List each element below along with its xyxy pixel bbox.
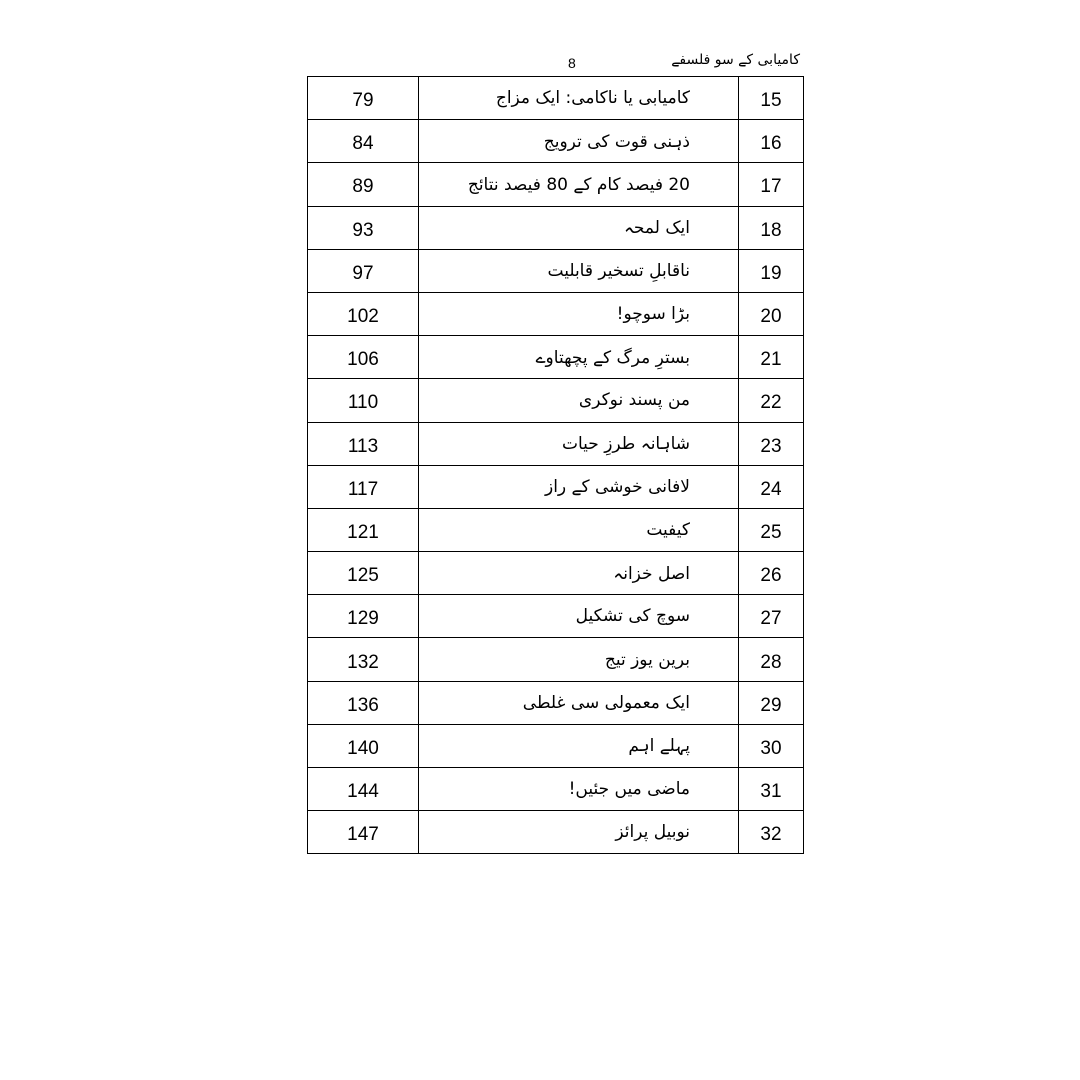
table-row [308, 379, 804, 422]
page-cell [308, 681, 419, 724]
page-cell [308, 292, 419, 335]
chapter-title: اصل خزانہ [613, 563, 690, 584]
chapter-number-cell [739, 336, 804, 379]
chapter-title: پہلے اہم [628, 736, 690, 757]
page-number: 8 [568, 55, 576, 71]
chapter-title: لافانی خوشی کے راز [544, 477, 690, 498]
chapter-title: ذہنی قوت کی ترویج [543, 131, 690, 152]
page-cell [308, 422, 419, 465]
page-number-value: 147 [347, 824, 379, 846]
chapter-title: ایک لمحہ [623, 218, 690, 239]
page-number-value: 93 [352, 219, 374, 241]
page-number-value: 84 [352, 133, 374, 155]
table-row [308, 120, 804, 163]
page-cell [308, 465, 419, 508]
page-cell [308, 724, 419, 767]
table-row [308, 638, 804, 681]
chapter-number-cell [739, 206, 804, 249]
chapter-number-cell [739, 595, 804, 638]
chapter-number-cell [739, 249, 804, 292]
chapter-number: 31 [760, 781, 782, 803]
table-row [308, 595, 804, 638]
chapter-title: کامیابی یا ناکامی: ایک مزاج [495, 88, 690, 109]
toc-body [308, 77, 804, 854]
table-row [308, 768, 804, 811]
title-cell [419, 336, 739, 379]
page-cell [308, 249, 419, 292]
chapter-number-cell [739, 163, 804, 206]
page-number-value: 89 [352, 176, 374, 198]
page-number-value: 79 [352, 90, 374, 112]
chapter-title: ناقابلِ تسخیر قابلیت [547, 260, 690, 281]
chapter-number-cell [739, 120, 804, 163]
chapter-number-cell [739, 508, 804, 551]
page-cell [308, 163, 419, 206]
page-number-value: 125 [347, 565, 379, 587]
chapter-number-cell [739, 292, 804, 335]
page-number-value: 113 [347, 435, 379, 457]
chapter-title: برین یوز تیج [604, 649, 690, 670]
chapter-number-cell [739, 768, 804, 811]
page-cell [308, 120, 419, 163]
title-cell [419, 163, 739, 206]
page-number-value: 132 [347, 651, 379, 673]
chapter-number: 22 [760, 392, 782, 414]
page-cell [308, 811, 419, 854]
chapter-number-cell [739, 811, 804, 854]
title-cell [419, 508, 739, 551]
chapter-number: 29 [760, 694, 782, 716]
table-row [308, 724, 804, 767]
page-cell [308, 552, 419, 595]
chapter-number: 30 [760, 737, 782, 759]
chapter-number: 26 [760, 565, 782, 587]
chapter-number: 25 [760, 521, 782, 543]
title-cell [419, 811, 739, 854]
chapter-title: بسترِ مرگ کے پچھتاوے [535, 347, 690, 368]
table-row [308, 292, 804, 335]
title-cell [419, 724, 739, 767]
chapter-number-cell [739, 379, 804, 422]
chapter-number-cell [739, 465, 804, 508]
page-cell [308, 77, 419, 120]
page-number-value: 106 [347, 349, 379, 371]
chapter-number-cell [739, 681, 804, 724]
title-cell [419, 206, 739, 249]
page-number-value: 117 [347, 478, 379, 500]
chapter-number: 28 [760, 651, 782, 673]
table-row [308, 77, 804, 120]
table-row [308, 811, 804, 854]
page-number-value: 140 [347, 737, 379, 759]
table-row [308, 249, 804, 292]
table-row [308, 336, 804, 379]
table-row [308, 465, 804, 508]
chapter-title: ماضی میں جئیں! [568, 779, 690, 800]
chapter-number: 27 [760, 608, 782, 630]
chapter-number: 32 [760, 824, 782, 846]
title-cell [419, 681, 739, 724]
chapter-number: 17 [760, 176, 782, 198]
page-number-value: 136 [347, 694, 379, 716]
chapter-number: 20 [760, 306, 782, 328]
page-cell [308, 379, 419, 422]
chapter-number: 24 [760, 478, 782, 500]
chapter-title: 20 فیصد کام کے 80 فیصد نتائج [467, 174, 690, 195]
table-row [308, 552, 804, 595]
title-cell [419, 379, 739, 422]
title-cell [419, 595, 739, 638]
chapter-title: نوبیل پرائز [615, 822, 690, 843]
chapter-number: 23 [760, 435, 782, 457]
page-number-value: 121 [347, 521, 379, 543]
table-row [308, 206, 804, 249]
chapter-title: سوچ کی تشکیل [575, 606, 690, 627]
table-row [308, 681, 804, 724]
chapter-number: 16 [760, 133, 782, 155]
page-cell [308, 638, 419, 681]
book-title: کامیابی کے سو فلسفے [671, 52, 800, 68]
title-cell [419, 249, 739, 292]
chapter-number: 19 [760, 262, 782, 284]
title-cell [419, 552, 739, 595]
page-number-value: 102 [347, 306, 379, 328]
chapter-number-cell [739, 724, 804, 767]
title-cell [419, 422, 739, 465]
chapter-number: 15 [760, 90, 782, 112]
chapter-number-cell [739, 77, 804, 120]
title-cell [419, 465, 739, 508]
page-cell [308, 595, 419, 638]
table-row [308, 508, 804, 551]
table-row [308, 163, 804, 206]
title-cell [419, 292, 739, 335]
title-cell [419, 77, 739, 120]
table-of-contents [307, 76, 804, 854]
table-row [308, 422, 804, 465]
chapter-number-cell [739, 552, 804, 595]
chapter-number-cell [739, 638, 804, 681]
page-cell [308, 508, 419, 551]
page-number-value: 110 [347, 392, 379, 414]
chapter-number: 21 [760, 349, 782, 371]
chapter-title: شاہانہ طرزِ حیات [561, 434, 690, 455]
chapter-title: ایک معمولی سی غلطی [522, 692, 690, 713]
chapter-title: کیفیت [646, 519, 690, 540]
chapter-number: 18 [760, 219, 782, 241]
chapter-number-cell [739, 422, 804, 465]
page-number-value: 129 [347, 608, 379, 630]
page-number-value: 144 [347, 781, 379, 803]
title-cell [419, 768, 739, 811]
chapter-title: من پسند نوکری [578, 390, 690, 411]
title-cell [419, 120, 739, 163]
page-cell [308, 336, 419, 379]
chapter-title: بڑا سوچو! [616, 304, 690, 325]
page-number-value: 97 [352, 262, 374, 284]
title-cell [419, 638, 739, 681]
page-cell [308, 768, 419, 811]
page-cell [308, 206, 419, 249]
